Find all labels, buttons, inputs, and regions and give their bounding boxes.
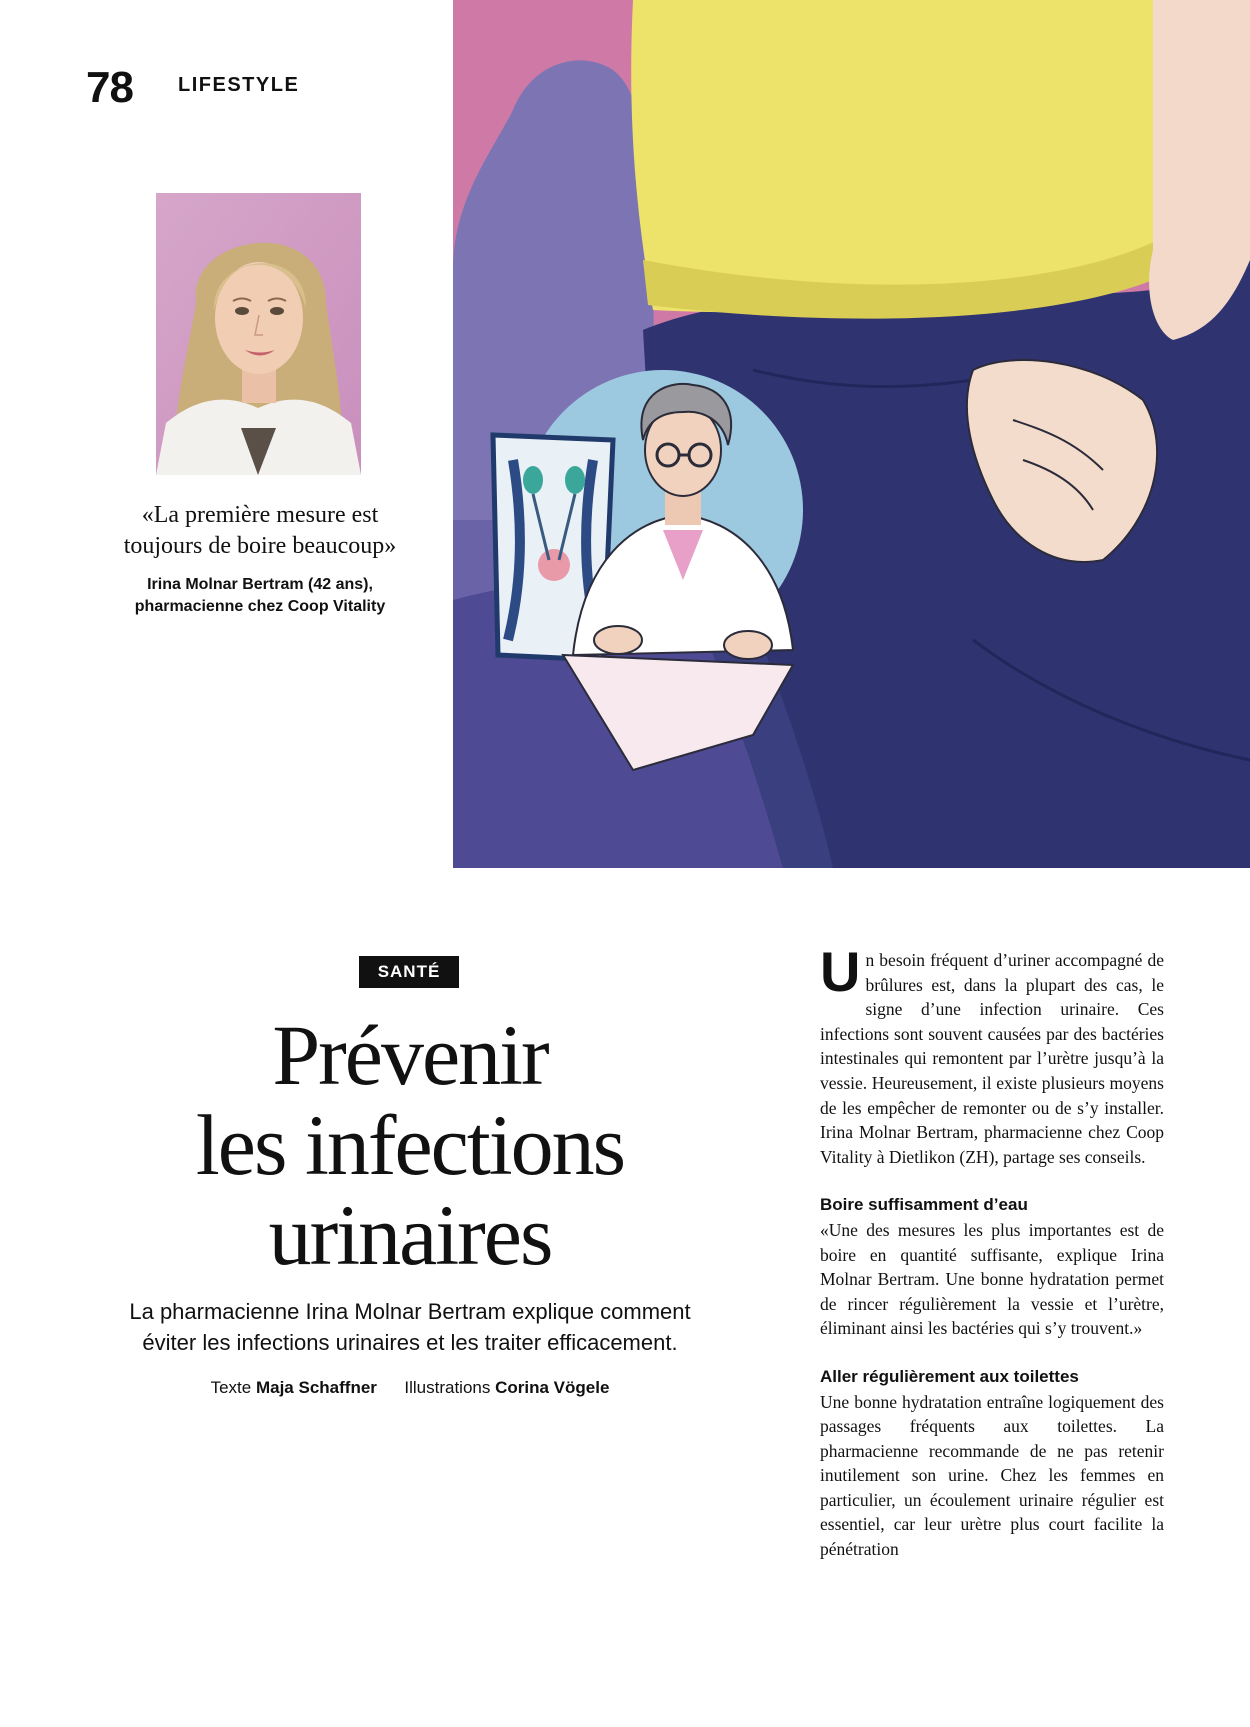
section-hydration <box>820 1193 1164 1341</box>
lead-text: n besoin fréquent d’uriner accompagné de brûlures est, dans la plupart des cas, le signe d’une infection urinaire. Ces infections sont souvent causées par des bactéries intestinales qui remontent par l’urètre jusqu’à la vessie. Heureusement, il existe plusieurs moyens de les empêcher de remonter ou de s’y installer. Irina Molnar Bertram, pharmacienne chez Coop Vitality à Dietlikon (ZH), partage ses conseils. <box>820 950 1164 1167</box>
headline <box>100 1007 720 1283</box>
text-label: Texte <box>210 1378 252 1397</box>
caption-role: pharmacienne chez Coop Vitality <box>134 598 386 615</box>
page-number: 78 <box>86 63 133 112</box>
section-toilets <box>820 1365 1164 1562</box>
pharmacist-portrait <box>156 193 361 475</box>
section-heading: Boire suffisamment d’eau <box>820 1195 1028 1215</box>
section-text: «Une des mesures les plus importantes est de boire en quantité suffisante, explique Irina Molnar Bertram. Une bonne hydratation permet de rincer régulièrement la vessie et l’urètre, éliminant ainsi les bactéries qui s’y trouvent.» <box>820 1219 1164 1339</box>
article-body <box>820 940 1164 1562</box>
section-heading: Aller régulièrement aux toilettes <box>820 1366 1079 1386</box>
credits-line <box>100 1378 720 1398</box>
illus-author: Corina Vögele <box>495 1378 610 1397</box>
pull-quote: «La première mesure est toujours de boire beaucoup» <box>123 502 397 559</box>
caption-name: Irina Molnar Bertram (42 ans), <box>147 576 373 593</box>
illus-label: Illustrations <box>404 1378 491 1397</box>
lead-paragraph <box>820 940 1164 1169</box>
main-illustration <box>453 0 1250 868</box>
section-text: Une bonne hydratation entraîne logiquement des passages fréquents aux toilettes. La pharmacienne recommande de ne pas retenir inutilement son urine. Chez les femmes en particulier, un écoulement urinaire régulier est essentiel, car leur urètre plus court facilite la pénétration <box>820 1391 1164 1560</box>
drop-cap: U <box>820 940 861 1003</box>
portrait-caption <box>100 574 420 618</box>
headline-line-1: Prévenir <box>272 1007 548 1103</box>
intro-paragraph: La pharmacienne Irina Molnar Bertram explique comment éviter les infections urinaires et les traiter efficacement. <box>129 1299 691 1355</box>
section-label: LIFESTYLE <box>178 74 300 96</box>
headline-line-2: les infections <box>195 1097 625 1193</box>
category-tag: SANTÉ <box>359 956 459 988</box>
headline-line-3: urinaires <box>268 1187 552 1283</box>
text-author: Maja Schaffner <box>255 1378 377 1397</box>
